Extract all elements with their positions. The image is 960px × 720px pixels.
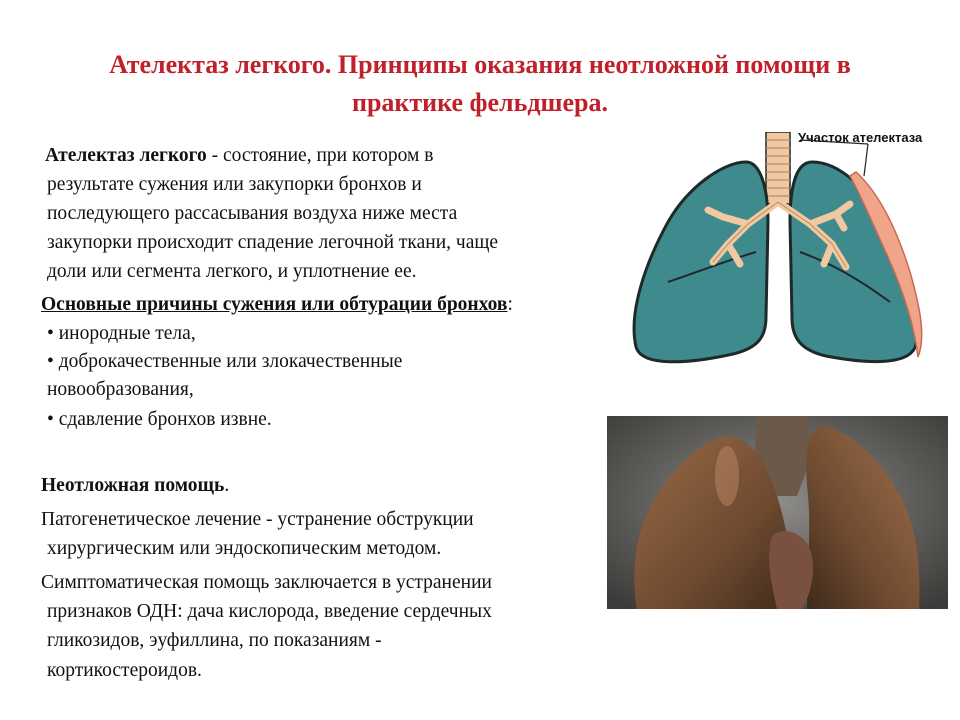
definition-line-4: закупорки происходит спадение легочной ткани, чаще	[47, 232, 499, 253]
definition-line-3: последующего рассасывания воздуха ниже места	[47, 203, 458, 224]
slide-title	[20, 46, 940, 122]
cause-item-compression: • сдавление бронхов извне.	[47, 409, 272, 430]
emergency-heading-text: Неотложная помощь	[41, 475, 225, 496]
definition-line-1-rest: - состояние, при котором в	[206, 145, 434, 166]
emergency-heading-suffix: .	[224, 475, 230, 496]
emergency-para1-line-1: Патогенетическое лечение - устранение обструкции	[41, 509, 474, 530]
emergency-para2-line-3: гликозидов, эуфиллина, по показаниям -	[47, 630, 382, 651]
slide-title-line-1: Ателектаз легкого. Принципы оказания неотложной помощи в	[109, 50, 851, 79]
emergency-para2-line-4: кортикостероидов.	[47, 660, 202, 681]
definition-line-2: результате сужения или закупорки бронхов и	[47, 174, 422, 195]
cause-item-neoplasms-line-2: новообразования,	[47, 379, 194, 400]
definition-line-1	[45, 141, 433, 170]
causes-heading-text: Основные причины сужения или обтурации бронхов	[41, 294, 508, 315]
cause-item-foreign-bodies: • инородные тела,	[47, 323, 196, 344]
lung-atelectasis-diagram	[628, 132, 926, 370]
definition-line-5: доли или сегмента легкого, и уплотнение ее.	[47, 261, 417, 282]
trachea	[766, 132, 790, 204]
emergency-para1-line-2: хирургическим или эндоскопическим методом.	[47, 538, 442, 559]
causes-heading	[41, 290, 513, 319]
cause-item-neoplasms-line-1: • доброкачественные или злокачественные	[47, 351, 403, 372]
emergency-para2-line-2: признаков ОДН: дача кислорода, введение сердечных	[47, 601, 492, 622]
definition-term: Ателектаз легкого	[45, 145, 207, 166]
emergency-para2-line-1: Симптоматическая помощь заключается в устранении	[41, 572, 492, 593]
emergency-heading	[41, 471, 229, 500]
lung-photo	[607, 416, 948, 609]
atelectasis-area-label: Участок ателектаза	[798, 130, 923, 145]
causes-heading-suffix: :	[507, 294, 513, 315]
left-lung	[634, 162, 768, 362]
slide-title-line-2: практике фельдшера.	[351, 88, 608, 117]
